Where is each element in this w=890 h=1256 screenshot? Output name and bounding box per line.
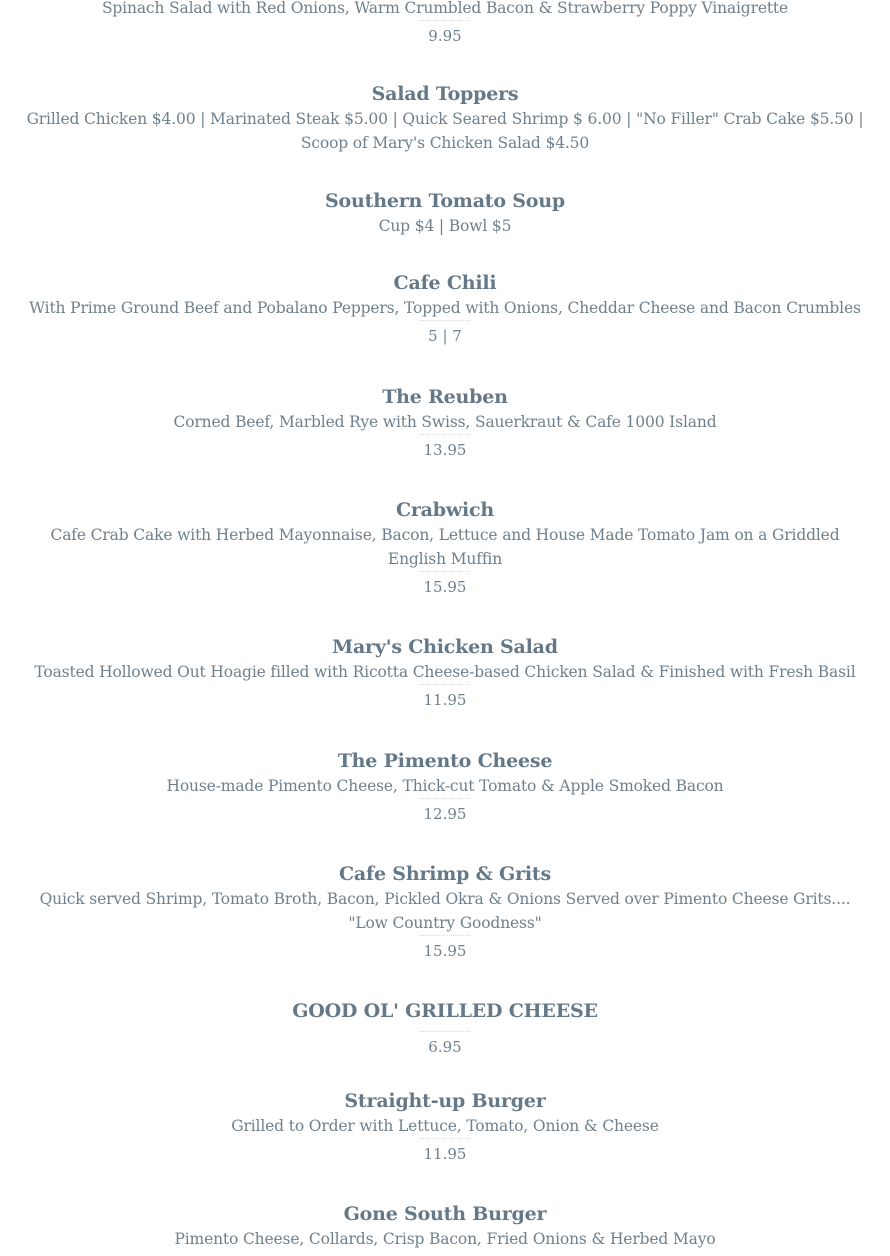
- menu-item-spinach-salad: [0, 0, 890, 46]
- item-name: Salad Toppers: [371, 83, 519, 105]
- item-description: Quick served Shrimp, Tomato Broth, Bacon, Pickled Okra & Onions Served over Pimento Cheese Grits.... "Low Country Goodness": [39, 890, 851, 932]
- item-description: Toasted Hollowed Out Hoagie filled with Ricotta Cheese-based Chicken Salad & Finished with Fresh Basil: [34, 663, 856, 681]
- item-name: The Reuben: [382, 386, 508, 408]
- item-description: Pimento Cheese, Collards, Crisp Bacon, Fried Onions & Herbed Mayo: [174, 1230, 716, 1248]
- menu-item-grilled-cheese: [0, 998, 890, 1057]
- item-description: Grilled Chicken $4.00 | Marinated Steak $5.00 | Quick Seared Shrimp $ 6.00 | "No Filler" Crab Cake $5.50 | Scoop of Mary's Chicken Salad $4.50: [26, 110, 864, 152]
- menu-item-salad-toppers: [0, 81, 890, 155]
- item-name: Southern Tomato Soup: [325, 190, 565, 212]
- menu-item-straight-up-burger: [0, 1088, 890, 1164]
- item-name: Cafe Shrimp & Grits: [339, 863, 551, 885]
- item-name: Mary's Chicken Salad: [332, 636, 558, 658]
- item-price: 11.95: [423, 1145, 467, 1163]
- item-name: Crabwich: [395, 499, 495, 521]
- menu-item-cafe-chili: [0, 270, 890, 346]
- menu-item-southern-tomato-soup: [0, 188, 890, 238]
- item-price: 5 | 7: [428, 327, 462, 345]
- item-description: Grilled to Order with Lettuce, Tomato, Onion & Cheese: [231, 1117, 659, 1135]
- item-description: Corned Beef, Marbled Rye with Swiss, Sauerkraut & Cafe 1000 Island: [173, 413, 717, 431]
- item-price: 15.95: [423, 578, 467, 596]
- item-price: 6.95: [428, 1038, 462, 1056]
- menu-item-crabwich: [0, 497, 890, 597]
- menu-item-marys-chicken-salad: [0, 634, 890, 710]
- item-description: Cup $4 | Bowl $5: [378, 217, 512, 235]
- item-price: 11.95: [423, 691, 467, 709]
- item-description: Spinach Salad with Red Onions, Warm Crumbled Bacon & Strawberry Poppy Vinaigrette: [101, 0, 789, 17]
- item-price: 13.95: [423, 441, 467, 459]
- item-name: Cafe Chili: [393, 272, 497, 294]
- menu-item-cafe-shrimp-grits: [0, 861, 890, 961]
- item-description: House-made Pimento Cheese, Thick-cut Tomato & Apple Smoked Bacon: [166, 777, 724, 795]
- item-price: 12.95: [423, 805, 467, 823]
- menu-item-gone-south-burger: [0, 1201, 890, 1251]
- item-description: Cafe Crab Cake with Herbed Mayonnaise, Bacon, Lettuce and House Made Tomato Jam on a Griddled English Muffin: [50, 526, 840, 568]
- item-description: With Prime Ground Beef and Pobalano Peppers, Topped with Onions, Cheddar Cheese and Bacon Crumbles: [29, 299, 861, 317]
- menu-item-pimento-cheese: [0, 748, 890, 824]
- menu-item-the-reuben: [0, 384, 890, 460]
- item-name: Gone South Burger: [343, 1203, 547, 1225]
- item-price: 9.95: [428, 27, 462, 45]
- item-name: Straight-up Burger: [344, 1090, 546, 1112]
- item-price: 15.95: [423, 942, 467, 960]
- item-name: GOOD OL' GRILLED CHEESE: [292, 1000, 598, 1022]
- item-name: The Pimento Cheese: [337, 750, 553, 772]
